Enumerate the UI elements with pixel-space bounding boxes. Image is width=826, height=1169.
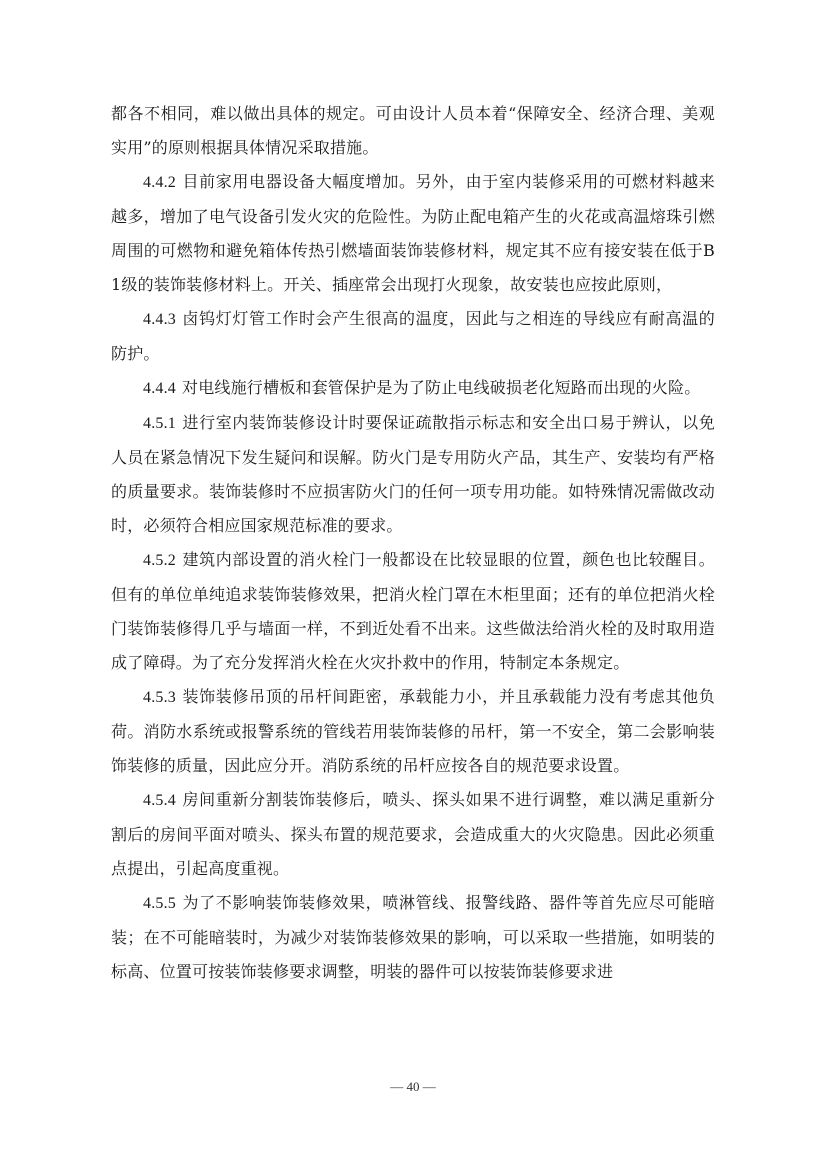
clause-text: 目前家用电器设备大幅度增加。另外，由于室内装修采用的可燃材料越来越多，增加了电气设备引发火灾的危险性。为防止配电箱产生的火花或高温熔珠引燃周围的可燃物和避免箱体传热引燃墙面装饰装修材料，规定其不应有接安装在低于B1级的装饰装修材料上。开关、插座常会出现打火现象，故安装也应按此原则， [111,172,715,294]
clause-number: 4.4.4 [143,380,176,397]
paragraph-text: 都各不相同，难以做出具体的规定。可由设计人员本着“保障安全、经济合理、美观实用”的原则根据具体情况采取措施。 [111,104,715,157]
clause-number: 4.5.5 [143,895,176,912]
clause-text: 为了不影响装饰装修效果，喷淋管线、报警线路、器件等首先应尽可能暗装；在不可能暗装时，为减少对装饰装修效果的影响，可以采取一些措施，如明装的标高、位置可按装饰装修要求调整，明装的器件可以按装饰装修要求进 [111,893,715,981]
clause-number: 4.5.3 [143,689,176,706]
clause-text: 建筑内部设置的消火栓门一般都设在比较显眼的位置，颜色也比较醒目。但有的单位单纯追求装饰装修效果，把消火栓门罩在木柜里面；还有的单位把消火栓门装饰装修得几乎与墙面一样，不到近处看不出来。这些做法给消火栓的及时取用造成了障碍。为了充分发挥消火栓在火灾扑救中的作用，特制定本条规定。 [111,550,715,672]
clause-number: 4.4.2 [143,174,176,191]
clause-text: 卤钨灯灯管工作时会产生很高的温度，因此与之相连的导线应有耐高温的防护。 [111,309,715,363]
clause-4-5-1 [111,406,715,543]
page-number: — 40 — [390,1079,436,1094]
clause-number: 4.4.3 [143,311,176,328]
clause-4-5-4 [111,783,715,886]
clause-4-4-4 [111,371,715,406]
clause-text: 对电线施行槽板和套管保护是为了防止电线破损老化短路而出现的火险。 [182,378,701,397]
body-text [111,97,715,989]
clause-text: 进行室内装饰装修设计时要保证疏散指示标志和安全出口易于辨认，以免人员在紧急情况下发生疑问和误解。防火门是专用防火产品，其生产、安装均有严格的质量要求。装饰装修时不应损害防火门的任何一项专用功能。如特殊情况需做改动时，必须符合相应国家规范标准的要求。 [111,413,715,535]
clause-4-5-5 [111,886,715,989]
clause-number: 4.5.1 [143,415,176,432]
clause-number: 4.5.4 [143,792,176,809]
paragraph-continuation [111,97,715,165]
clause-text: 装饰装修吊顶的吊杆间距密，承载能力小，并且承载能力没有考虑其他负荷。消防水系统或报警系统的管线若用装饰装修的吊杆，第一不安全，第二会影响装饰装修的质量，因此应分开。消防系统的吊杆应按各自的规范要求设置。 [111,687,715,775]
clause-4-5-3 [111,680,715,783]
clause-number: 4.5.2 [143,552,176,569]
clause-text: 房间重新分割装饰装修后，喷头、探头如果不进行调整，难以满足重新分割后的房间平面对喷头、探头布置的规范要求，会造成重大的火灾隐患。因此必须重点提出，引起高度重视。 [111,790,715,878]
clause-4-4-2 [111,165,715,302]
clause-4-4-3 [111,302,715,371]
clause-4-5-2 [111,543,715,680]
